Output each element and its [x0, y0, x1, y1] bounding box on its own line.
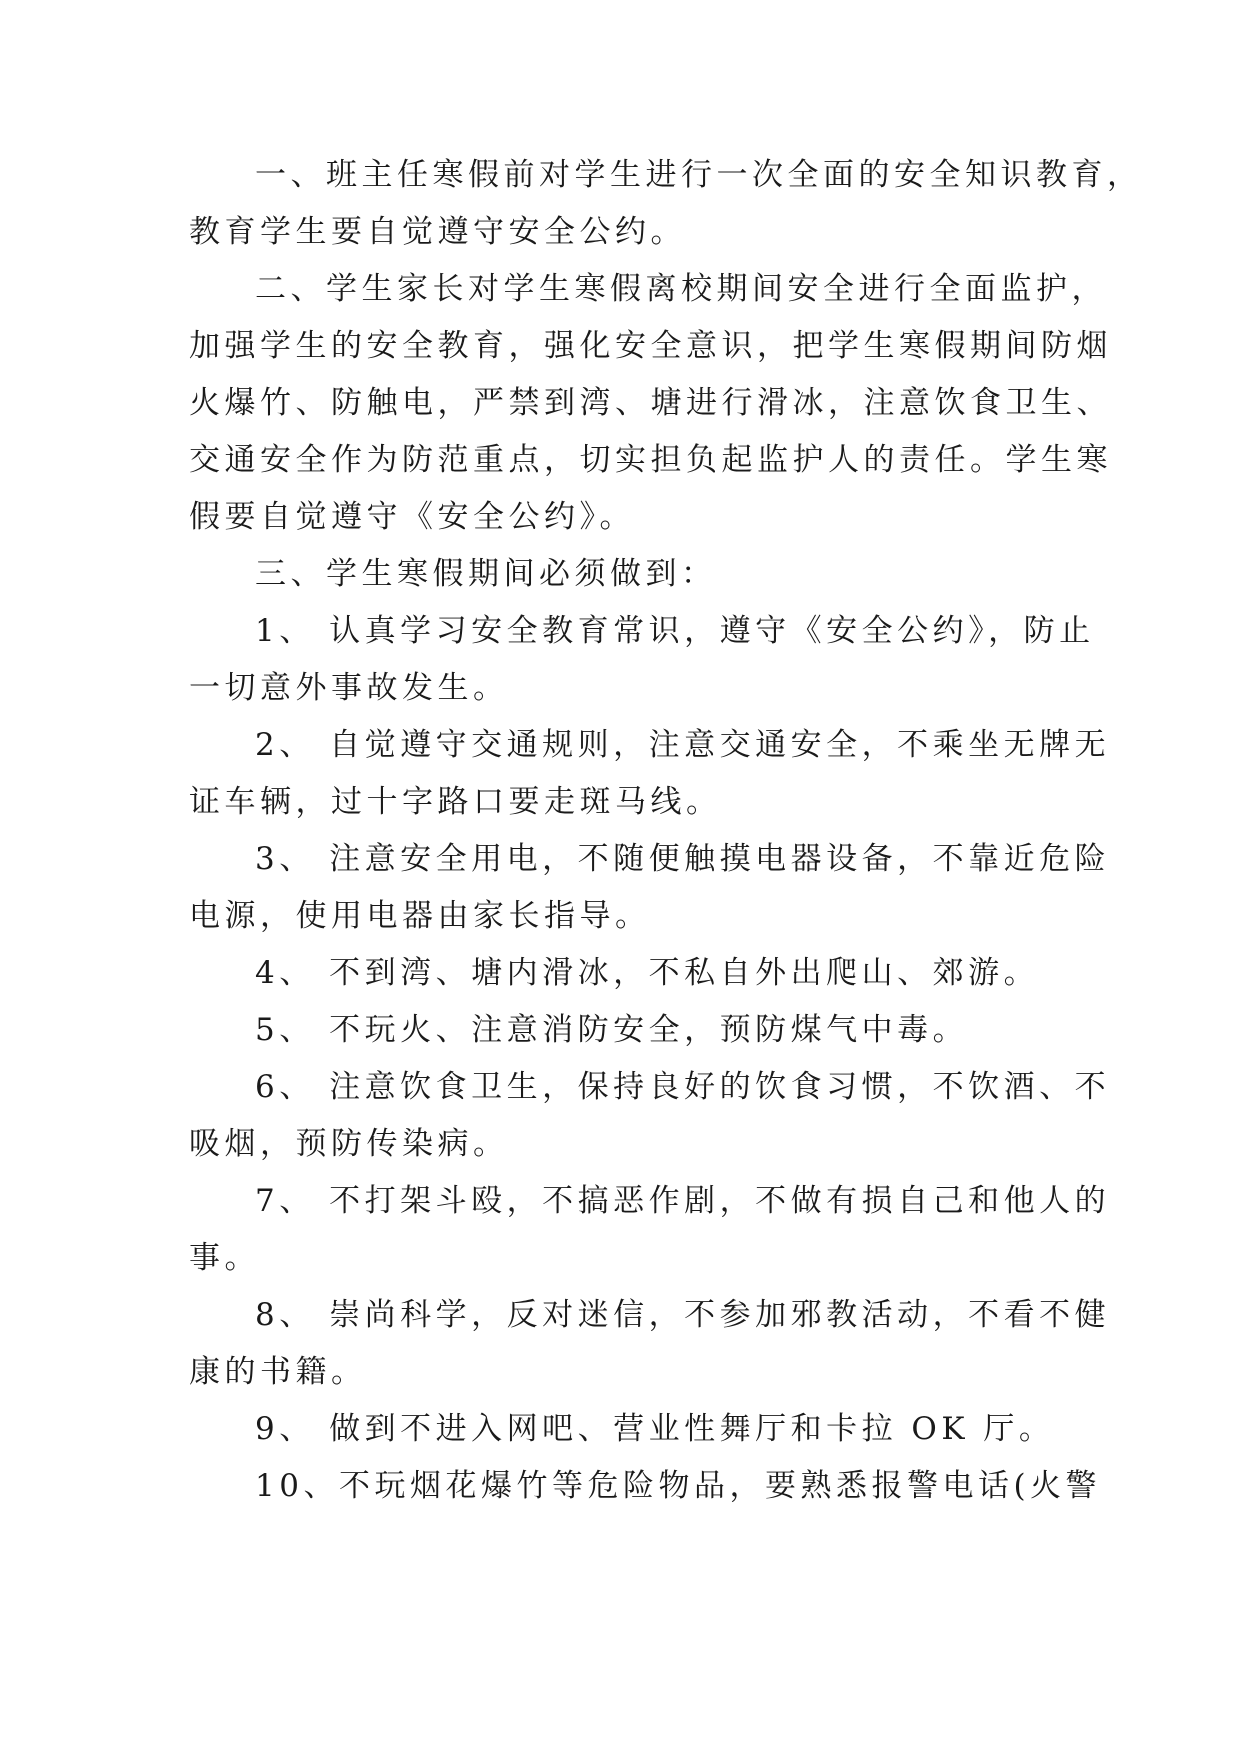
- item-2-line-1: 2、 自觉遵守交通规则，注意交通安全，不乘坐无牌无: [255, 727, 1111, 763]
- paragraph-2-line-3: 火爆竹、防触电，严禁到湾、塘进行滑冰，注意饮食卫生、: [189, 385, 1112, 421]
- item-5-line-1: 5、 不玩火、注意消防安全，预防煤气中毒。: [255, 1012, 969, 1048]
- paragraph-3-heading: 三、学生寒假期间必须做到：: [255, 556, 717, 592]
- item-2-line-2: 证车辆，过十字路口要走斑马线。: [189, 784, 722, 820]
- item-7-line-2: 事。: [189, 1240, 260, 1276]
- item-1-line-1: 1、 认真学习安全教育常识，遵守《安全公约》，防止: [255, 613, 1095, 649]
- item-8-line-2: 康的书籍。: [189, 1354, 367, 1390]
- item-8-line-1: 8、 崇尚科学，反对迷信，不参加邪教活动，不看不健: [255, 1297, 1111, 1333]
- paragraph-2-line-1: 二、学生家长对学生寒假离校期间安全进行全面监护，: [255, 271, 1107, 307]
- paragraph-1-line-1: 一、班主任寒假前对学生进行一次全面的安全知识教育，: [255, 157, 1143, 193]
- paragraph-2-line-4: 交通安全作为防范重点，切实担负起监护人的责任。学生寒: [189, 442, 1112, 478]
- item-9-line-1: 9、 做到不进入网吧、营业性舞厅和卡拉 OK 厅。: [255, 1411, 1055, 1447]
- paragraph-2-line-5: 假要自觉遵守《安全公约》。: [189, 499, 635, 535]
- item-6-line-2: 吸烟，预防传染病。: [189, 1126, 509, 1162]
- item-6-line-1: 6、 注意饮食卫生，保持良好的饮食习惯，不饮酒、不: [255, 1069, 1111, 1105]
- item-4-line-1: 4、 不到湾、塘内滑冰，不私自外出爬山、郊游。: [255, 955, 1040, 991]
- item-7-line-1: 7、 不打架斗殴，不搞恶作剧，不做有损自己和他人的: [255, 1183, 1111, 1219]
- paragraph-1-line-2: 教育学生要自觉遵守安全公约。: [189, 214, 686, 250]
- item-1-line-2: 一切意外事故发生。: [189, 670, 509, 706]
- paragraph-2-line-2: 加强学生的安全教育，强化安全意识，把学生寒假期间防烟: [189, 328, 1112, 364]
- item-3-line-1: 3、 注意安全用电，不随便触摸电器设备，不靠近危险: [255, 841, 1111, 877]
- item-10-line-1: 10、不玩烟花爆竹等危险物品，要熟悉报警电话(火警: [255, 1468, 1102, 1504]
- item-3-line-2: 电源，使用电器由家长指导。: [189, 898, 651, 934]
